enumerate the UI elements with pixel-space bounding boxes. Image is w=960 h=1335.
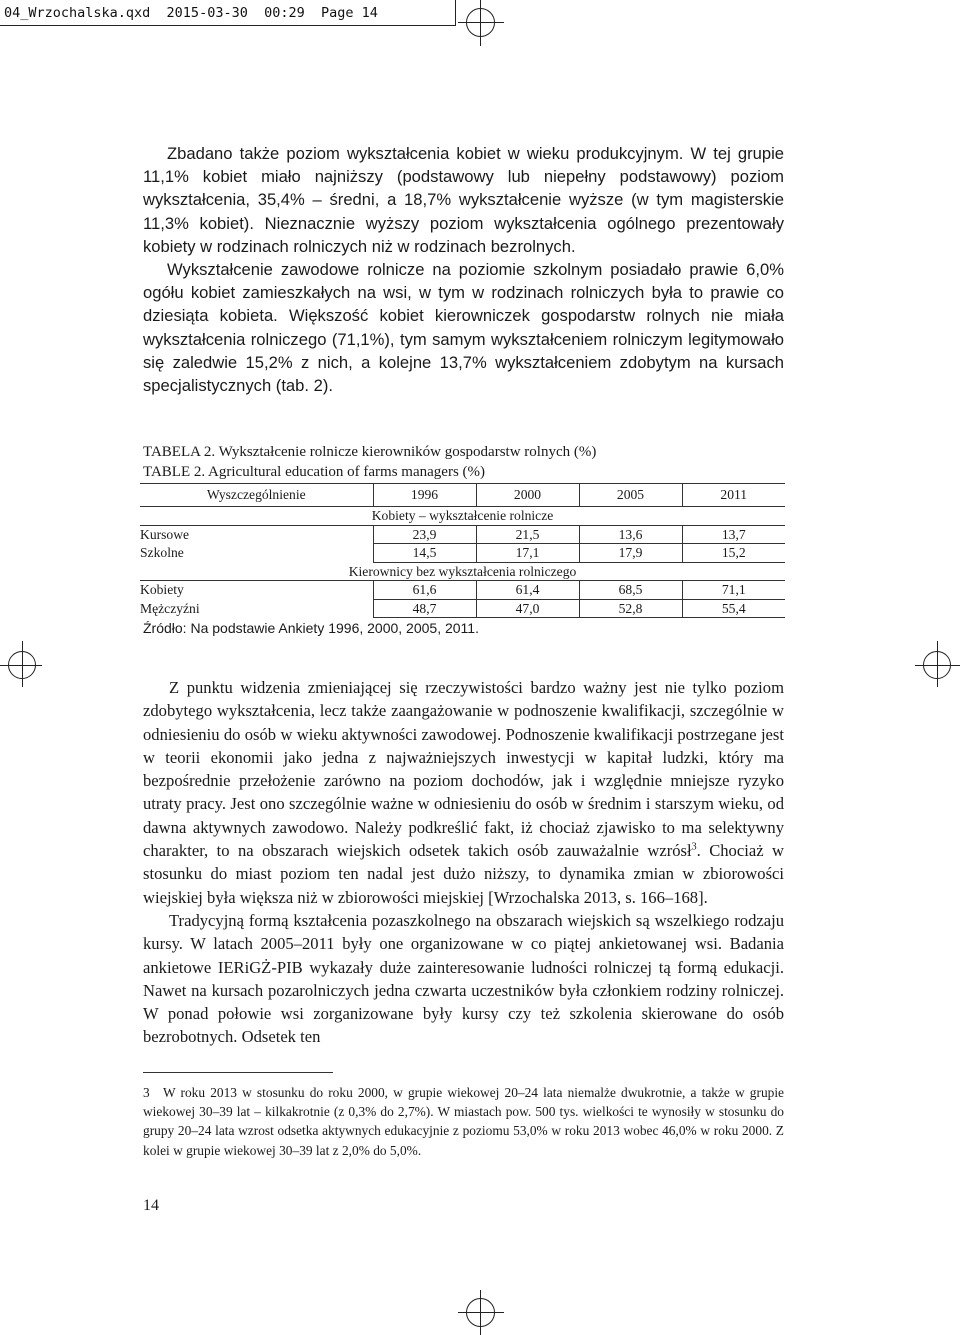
table-row [140, 599, 785, 618]
table-cell: 14,5 [373, 544, 476, 563]
table-cell: 48,7 [373, 599, 476, 618]
print-slug: 04_Wrzochalska.qxd 2015-03-30 00:29 Page 14 [0, 0, 456, 26]
registration-mark-right [915, 641, 960, 687]
section-title: Kierownicy bez wykształcenia rolniczego [140, 562, 785, 581]
row-label: Kobiety [140, 582, 184, 598]
row-label: Mężczyźni [140, 600, 200, 616]
body-text [143, 676, 784, 1049]
table-section-row [140, 562, 785, 581]
table-caption-pl: TABELA 2. Wykształcenie rolnicze kierowników gospodarstw rolnych (%) [143, 444, 597, 460]
table-cell: 61,4 [476, 581, 579, 600]
intro-paragraph: Zbadano także poziom wykształcenia kobiet w wieku produkcyjnym. W tej grupie 11,1% kobiet miało najniższy (podstawowy lub niepełny podstawowy) poziom wykształcenia, 35,4% – średni, a 18,7% wykształcenie wyższe (w tym magisterskie 11,3% kobiet). Nieznacznie wyższy poziom wykształcenia ogólnego prezentowały kobiety w rodzinach rolniczych niż w rodzinach bezrolnych. [143, 144, 784, 256]
intro-text [143, 142, 784, 397]
row-label: Szkolne [140, 545, 184, 560]
header-cell: 2011 [682, 484, 785, 507]
footnote-text: W roku 2013 w stosunku do roku 2000, w grupie wiekowej 20–24 lata niemalże dwukrotnie, a także w grupie wiekowej 30–39 lat – kilkakrotnie (z 0,3% do 2,7%). W miastach pow. 500 tys. wielkości te wynosiły w stosunku do grupy 20–24 lata wzrost odsetka aktywnych edukacyjnie z poziomu 53,0% w roku 2013 wobec 46,0% w roku 2000. Z kolei w grupie wiekowej 30–39 lat z 2,0% do 5,0%. [143, 1085, 784, 1158]
body-paragraph-text: . Chociaż w stosunku do miast poziom ten nadal jest dużo niższy, to dynamika zmian w zbiorowości wiejskiej była większa niż w zbiorowości miejskiej [Wrzochalska 2013, s. 166–168]. [143, 841, 784, 907]
table-section-row [140, 507, 785, 526]
table-cell: 17,1 [476, 544, 579, 563]
body-paragraph-text: Z punktu widzenia zmieniającej się rzeczywistości bardzo ważny jest nie tylko poziom zdobytego wykształcenia, lecz także zaangażowanie w podnoszenie kwalifikacji, szczególnie w odniesieniu do osób w wieku aktywności zawodowej. Podnoszenie kwalifikacji postrzegane jest w teorii ekonomii jako jedna z najważniejszych inwestycji w kapitał ludzki, który ma bezpośrednie przełożenie zarówno na poziom dochodów, jak i względnie mniejsze ryzyko utraty pracy. Jest ono szczególnie ważne w odniesieniu do osób w średnim i starszym wieku, od dawna aktywnych zawodowo. Należy podkreślić fakt, iż chociaż zjawisko to ma selektywny charakter, to na obszarach wiejskich odsetek takich osób zauważalnie wzrósł [143, 678, 784, 861]
section-title: Kobiety – wykształcenie rolnicze [140, 507, 785, 526]
table-cell: 68,5 [579, 581, 682, 600]
body-paragraph [143, 676, 784, 909]
intro-paragraph: Wykształcenie zawodowe rolnicze na poziomie szkolnym posiadało prawie 6,0% ogółu kobiet zamieszkałych na wsi, w tym w rodzinach rolniczych była to prawie co dziesiąta kobieta. Większość kobiet kierowniczek gospodarstw rolnych nie miała wykształcenia rolniczego (71,1%), tym samym wykształceniem rolniczym legitymowało się zaledwie 15,2% z nich, a kolejne 13,7% wykształceniem zdobytym na kursach specjalistycznych (tab. 2). [143, 260, 784, 396]
registration-mark-bottom [458, 1290, 504, 1335]
table-cell: 71,1 [682, 581, 785, 600]
header-cell: 1996 [373, 484, 476, 507]
table-cell: 13,7 [682, 525, 785, 544]
row-label: Kursowe [140, 526, 190, 542]
table-cell: 15,2 [682, 544, 785, 563]
table-cell: 17,9 [579, 544, 682, 563]
table-cell: 13,6 [579, 525, 682, 544]
table-cell: 23,9 [373, 525, 476, 544]
table-cell: 52,8 [579, 599, 682, 618]
table-cell: 55,4 [682, 599, 785, 618]
body-paragraph: Tradycyjną formą kształcenia pozaszkolnego na obszarach wiejskich są wszelkiego rodzaju kursy. W latach 2005–2011 były one organizowane w co piątej ankietowanej wsi. Badania ankietowe IERiGŻ-PIB wykazały duże zainteresowanie ludności rolniczej tą formą edukacji. Nawet na kursach pozarolniczych jedna czwarta uczestników była członkiem rodziny rolniczej. W ponad połowie wsi zorganizowane były kursy czy też szkolenia skierowane do osób bezrobotnych. Odsetek ten [143, 910, 784, 1047]
header-cell: 2000 [476, 484, 579, 507]
education-table [140, 483, 785, 618]
page-number: 14 [143, 1197, 159, 1214]
table-cell: 47,0 [476, 599, 579, 618]
table-row [140, 544, 785, 563]
table-caption-en: TABLE 2. Agricultural education of farms managers (%) [143, 464, 486, 480]
header-cell: Wyszczególnienie [140, 484, 373, 507]
table-row [140, 525, 785, 544]
footnote-number: 3 [143, 1085, 150, 1100]
footnote-separator [143, 1072, 333, 1073]
table-cell: 21,5 [476, 525, 579, 544]
registration-mark-left [0, 641, 42, 687]
table-header-row [140, 484, 785, 507]
footnote [143, 1083, 784, 1160]
table-cell: 61,6 [373, 581, 476, 600]
table-row [140, 581, 785, 600]
table-source: Źródło: Na podstawie Ankiety 1996, 2000, 2005, 2011. [143, 620, 479, 636]
registration-mark-top [458, 0, 504, 46]
header-cell: 2005 [579, 484, 682, 507]
footnote-reference[interactable]: 3 [691, 841, 697, 853]
